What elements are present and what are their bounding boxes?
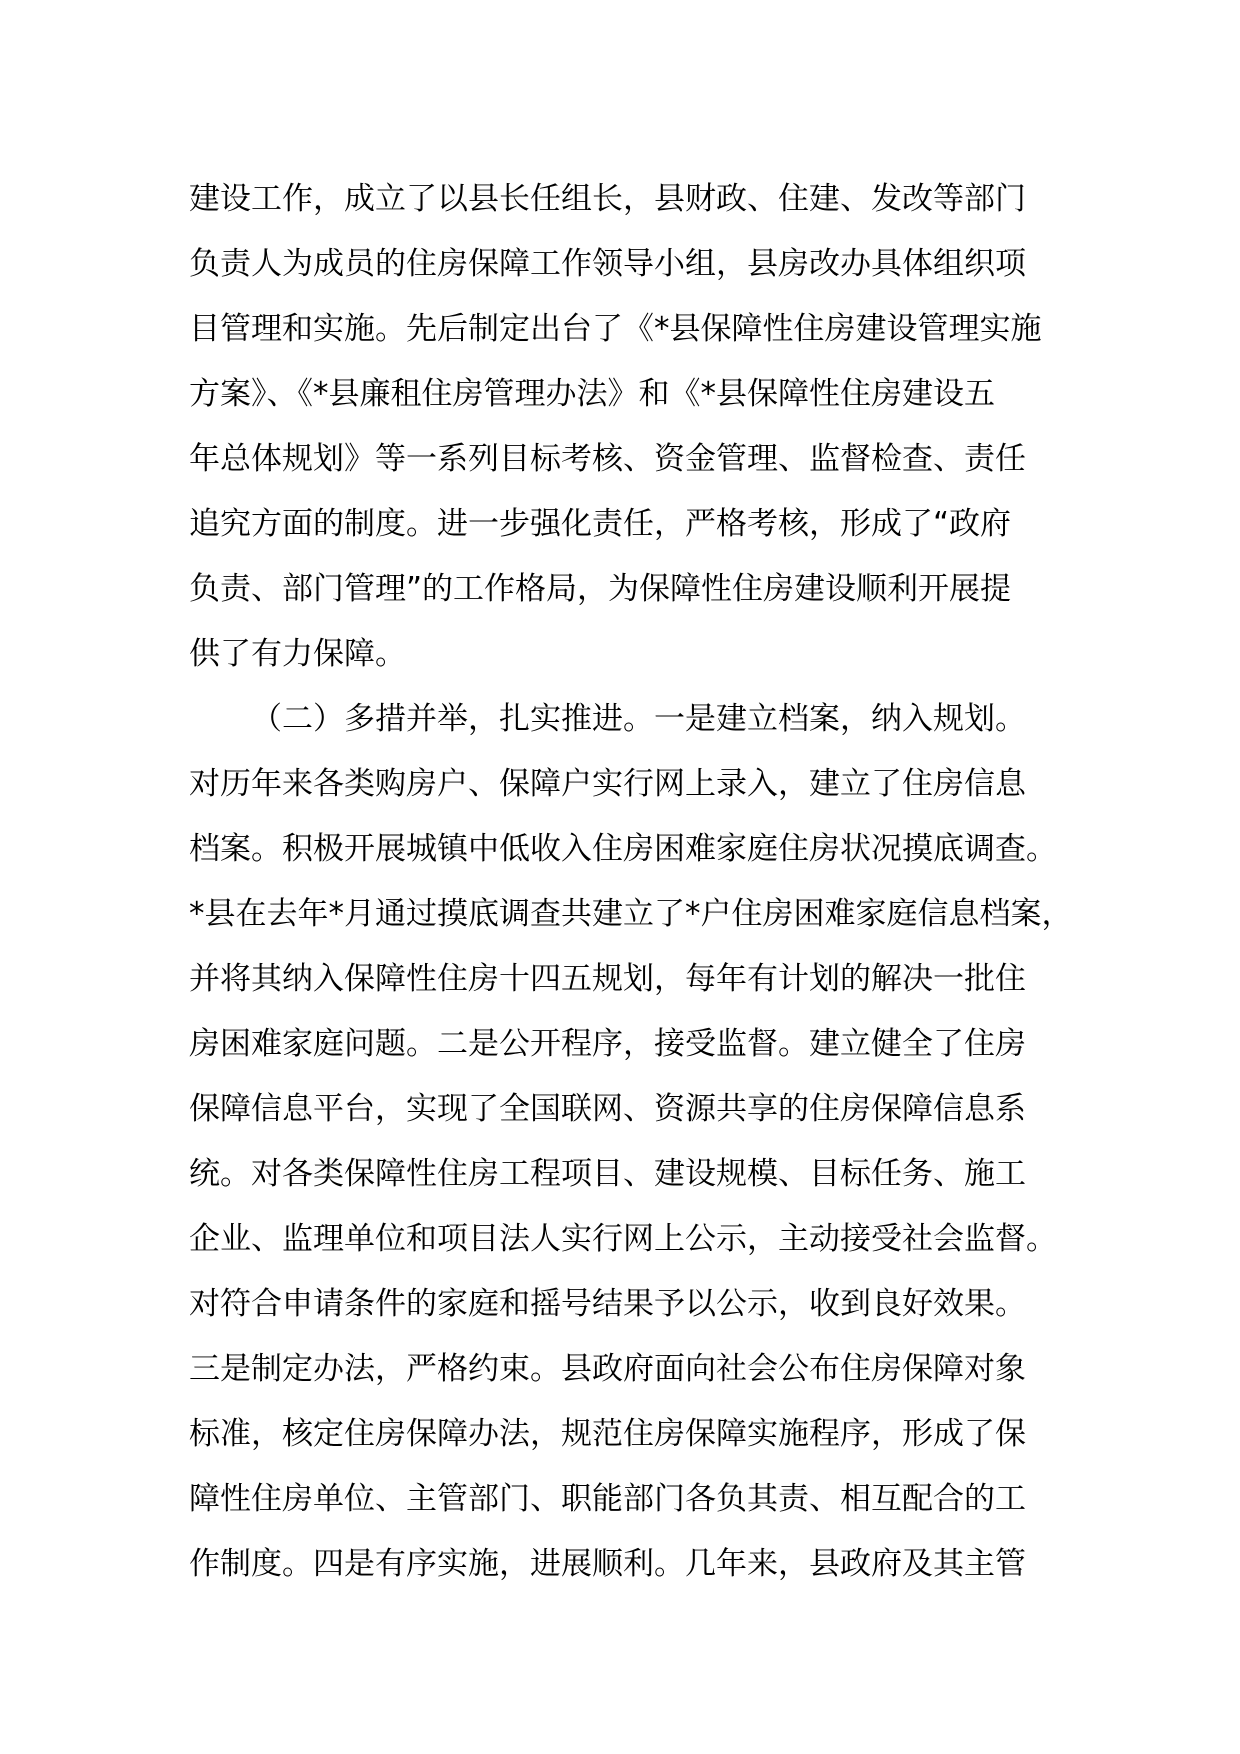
text-line: 障性住房单位、主管部门、职能部门各负其责、相互配合的工 — [189, 1481, 1026, 1517]
text-line: 作制度。四是有序实施，进展顺利。几年来，县政府及其主管 — [189, 1546, 1026, 1582]
text-line: 并将其纳入保障性住房十四五规划，每年有计划的解决一批住 — [189, 961, 1026, 997]
text-line: 企业、监理单位和项目法人实行网上公示，主动接受社会监督。 — [189, 1221, 1057, 1257]
text-line: 对历年来各类购房户、保障户实行网上录入，建立了住房信息 — [189, 766, 1026, 802]
paragraph-heading-line: （二）多措并举，扎实推进。一是建立档案，纳入规划。 — [251, 701, 1026, 737]
text-line: 标准，核定住房保障办法，规范住房保障实施程序，形成了保 — [189, 1416, 1026, 1452]
text-line: 方案》、《*县廉租住房管理办法》和《*县保障性住房建设五 — [189, 376, 995, 412]
text-line: 目管理和实施。先后制定出台了《*县保障性住房建设管理实施 — [189, 311, 1042, 347]
text-line: 三是制定办法，严格约束。县政府面向社会公布住房保障对象 — [189, 1351, 1026, 1387]
text-line: 建设工作，成立了以县长任组长，县财政、住建、发改等部门 — [189, 181, 1026, 217]
body-text — [189, 167, 1109, 1597]
text-line: 负责、部门管理”的工作格局，为保障性住房建设顺利开展提 — [189, 571, 1012, 607]
text-line: *县在去年*月通过摸底调查共建立了*户住房困难家庭信息档案， — [189, 896, 1073, 932]
text-line: 追究方面的制度。进一步强化责任，严格考核，形成了“政府 — [189, 506, 1012, 542]
text-line: 供了有力保障。 — [189, 636, 406, 672]
text-line: 房困难家庭问题。二是公开程序，接受监督。建立健全了住房 — [189, 1026, 1026, 1062]
text-line: 保障信息平台，实现了全国联网、资源共享的住房保障信息系 — [189, 1091, 1026, 1127]
text-line: 年总体规划》等一系列目标考核、资金管理、监督检查、责任 — [189, 441, 1026, 477]
text-line: 档案。积极开展城镇中低收入住房困难家庭住房状况摸底调查。 — [189, 831, 1057, 867]
text-line: 负责人为成员的住房保障工作领导小组，县房改办具体组织项 — [189, 246, 1026, 282]
text-line: 统。对各类保障性住房工程项目、建设规模、目标任务、施工 — [189, 1156, 1026, 1192]
text-line: 对符合申请条件的家庭和摇号结果予以公示，收到良好效果。 — [189, 1286, 1026, 1322]
